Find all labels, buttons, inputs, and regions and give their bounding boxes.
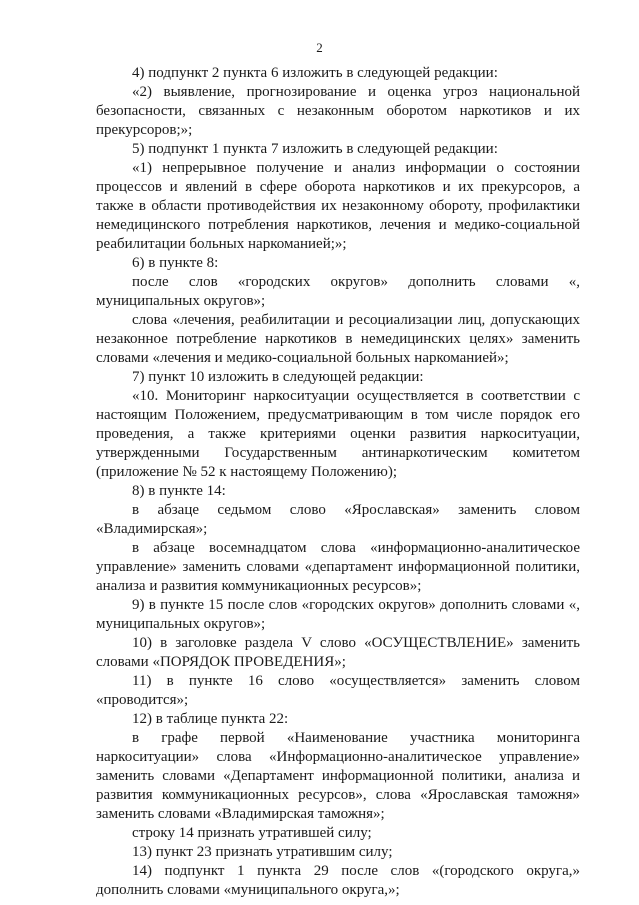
paragraph-amendment-11: 11) в пункте 16 слово «осуществляется» заменить словом «проводится»; <box>96 673 580 708</box>
document-body <box>96 64 580 900</box>
paragraph-amendment-5: 5) подпункт 1 пункта 7 изложить в следующей редакции: <box>132 141 498 157</box>
page-number: 2 <box>316 40 323 55</box>
paragraph-amendment-7-text: «10. Мониторинг наркоситуации осуществляется в соответствии с настоящим Положением, предусматривающим в том числе порядок его проведения, а также критериями оценки развития наркоситуации, утвержденными Государственным антинаркотическим комитетом (приложение № 52 к настоящему Положению); <box>96 388 580 480</box>
paragraph-amendment-8: 8) в пункте 14: <box>132 483 226 499</box>
paragraph-amendment-6-b: слова «лечения, реабилитации и ресоциализации лиц, допускающих незаконное потребление наркотиков в немедицинских целях» заменить словами «лечения и медико-социальной больных наркоманией»; <box>96 312 580 366</box>
paragraph-amendment-14: 14) подпункт 1 пункта 29 после слов «(городского округа,» дополнить словами «муниципального округа,»; <box>96 863 580 898</box>
paragraph-amendment-12-a: в графе первой «Наименование участника мониторинга наркоситуации» слова «Информационно-аналитическое управление» заменить словами «Департамент информационной политики, анализа и развития коммуникационных ресурсов», слова «Ярославская таможня» заменить словами «Владимирская таможня»; <box>96 730 580 822</box>
paragraph-amendment-7: 7) пункт 10 изложить в следующей редакции: <box>132 369 424 385</box>
paragraph-amendment-5-text: «1) непрерывное получение и анализ информации о состоянии процессов и явлений в сфере оборота наркотиков и их прекурсоров, а также в области противодействия их незаконному обороту, профилактики немедицинского потребления наркотиков, лечения и медико-социальной реабилитации больных наркоманией;»; <box>96 160 580 252</box>
paragraph-amendment-8-a: в абзаце седьмом слово «Ярославская» заменить словом «Владимирская»; <box>96 502 580 537</box>
paragraph-amendment-4-text: «2) выявление, прогнозирование и оценка угроз национальной безопасности, связанных с незаконным оборотом наркотиков и их прекурсоров;»; <box>96 84 580 138</box>
paragraph-amendment-6-a: после слов «городских округов» дополнить словами «, муниципальных округов»; <box>96 274 580 309</box>
paragraph-amendment-12: 12) в таблице пункта 22: <box>132 711 289 727</box>
paragraph-amendment-8-b: в абзаце восемнадцатом слова «информационно-аналитическое управление» заменить словами «департамент информационной политики, анализа и развития коммуникационных ресурсов»; <box>96 540 580 594</box>
paragraph-amendment-10: 10) в заголовке раздела V слово «ОСУЩЕСТВЛЕНИЕ» заменить словами «ПОРЯДОК ПРОВЕДЕНИЯ»; <box>96 635 580 670</box>
paragraph-amendment-4: 4) подпункт 2 пункта 6 изложить в следующей редакции: <box>132 65 498 81</box>
paragraph-amendment-9: 9) в пункте 15 после слов «городских округов» дополнить словами «, муниципальных округов»; <box>96 597 580 632</box>
paragraph-amendment-13: 13) пункт 23 признать утратившим силу; <box>132 844 393 860</box>
paragraph-amendment-6: 6) в пункте 8: <box>132 255 219 271</box>
paragraph-amendment-12-b: строку 14 признать утратившей силу; <box>132 825 372 841</box>
